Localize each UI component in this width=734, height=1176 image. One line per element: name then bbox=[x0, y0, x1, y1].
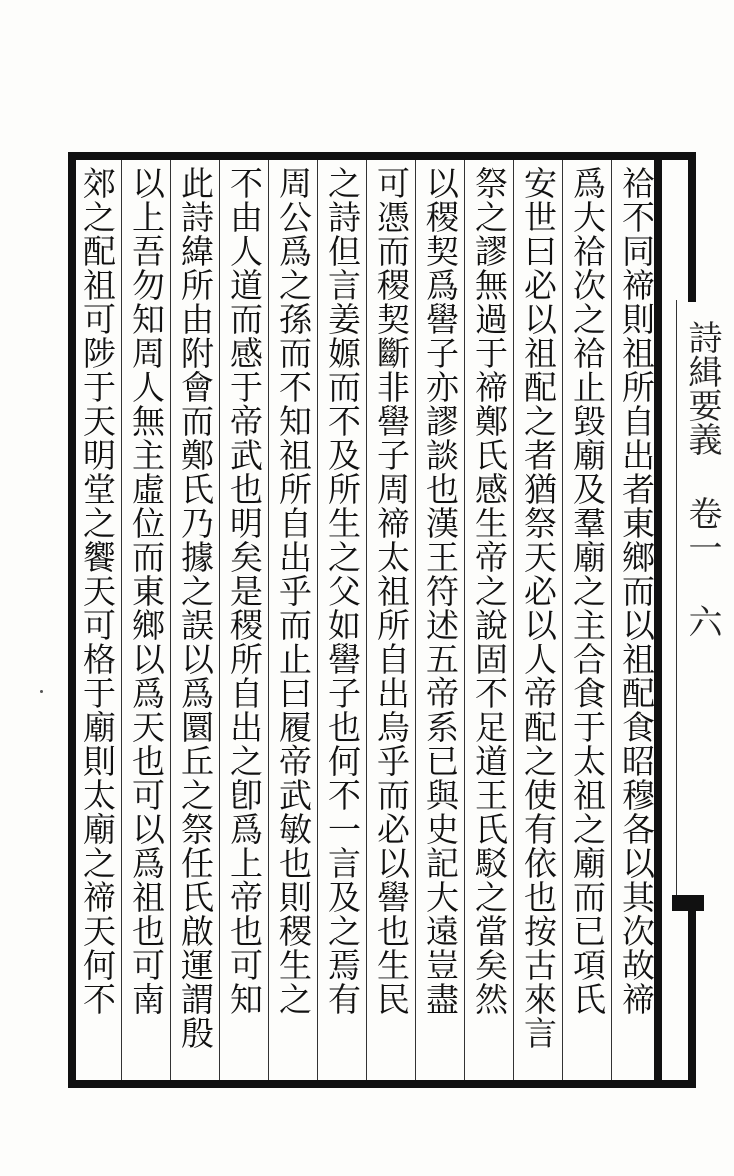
text-column-9: 不由人道而感于帝武也明矣是稷所自出之卽爲上帝也可知 bbox=[219, 160, 268, 1080]
text-column-8: 周公爲之孫而不知祖所自出乎而止曰履帝武敏也則稷生之 bbox=[268, 160, 317, 1080]
margin-tab-top bbox=[662, 152, 696, 302]
margin-title: 詩緝要義 卷一 六 bbox=[682, 320, 722, 638]
ink-speck bbox=[40, 690, 43, 693]
fishtail-mark bbox=[672, 895, 704, 911]
text-column-7: 之詩但言姜嫄而不及所生之父如嚳子也何不一言及之焉有 bbox=[317, 160, 366, 1080]
text-column-1: 祫不同禘則祖所自出者東鄉而以祖配食昭穆各以其次故禘 bbox=[611, 160, 660, 1080]
text-column-4: 祭之謬無過于禘鄭氏感生帝之說固不足道王氏駁之當矣然 bbox=[464, 160, 513, 1080]
text-column-12: 郊之配祖可陟于天明堂之饗天可格于廟則太廟之禘天何不 bbox=[78, 166, 117, 1016]
center-margin-strip bbox=[668, 300, 730, 900]
margin-tab-bottom bbox=[662, 910, 696, 1088]
text-column-2: 爲大祫次之祫止毀廟及羣廟之主合食于太祖之廟而已項氏 bbox=[562, 160, 611, 1080]
text-columns bbox=[72, 160, 660, 1080]
text-column-5: 以稷契爲嚳子亦謬談也漢王符述五帝系已與史記大遠豈盡 bbox=[415, 160, 464, 1080]
text-column-10: 此詩緯所由附會而鄭氏乃據之誤以爲圜丘之祭任氏啟運謂殷 bbox=[170, 160, 219, 1080]
text-column-6: 可憑而稷契斷非嚳子周禘太祖所自出烏乎而必以嚳也生民 bbox=[366, 160, 415, 1080]
text-column-3: 安世曰必以祖配之者猶祭天必以人帝配之使有依也按古來言 bbox=[513, 160, 562, 1080]
text-column-11: 以上吾勿知周人無主虛位而東鄉以爲天也可以爲祖也可南 bbox=[121, 160, 170, 1080]
margin-rule bbox=[676, 300, 677, 900]
